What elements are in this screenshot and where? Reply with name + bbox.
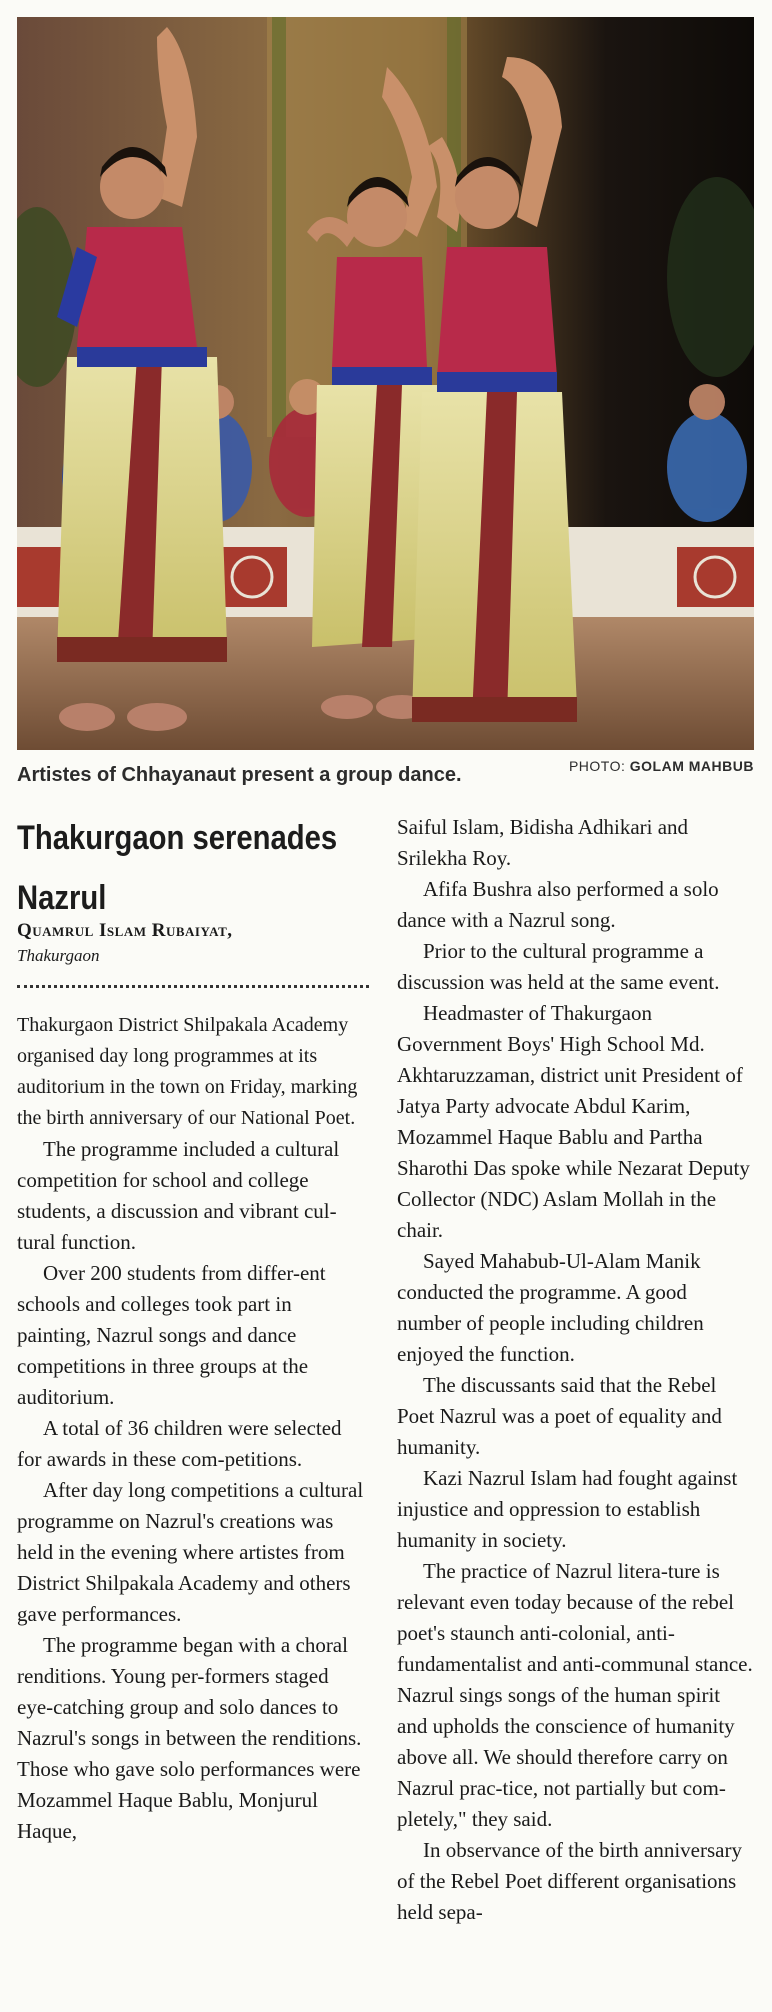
paragraph: After day long competitions a cultural programme on Nazrul's creations was held in the evening where artistes from District Shilpakala Academy and others gave performances.: [17, 1478, 364, 1626]
dateline: Thakurgaon: [17, 946, 100, 965]
paragraph: In observance of the birth anniversary of the Rebel Poet different organisations held sepa-: [397, 1838, 742, 1924]
article-body-right: [397, 812, 754, 1928]
paragraph: Kazi Nazrul Islam had fought against injustice and oppression to establish humanity in society.: [397, 1466, 738, 1552]
paragraph: Saiful Islam, Bidisha Adhikari and Srilekha Roy.: [397, 815, 689, 870]
dance-photo-illustration: [17, 17, 754, 750]
paragraph: Prior to the cultural programme a discussion was held at the same event.: [397, 939, 720, 994]
photo-credit-label: PHOTO:: [568, 758, 626, 774]
paragraph: The practice of Nazrul litera-ture is relevant even today because of the rebel poet's staunch anti-colonial, anti-fundamentalist and anti-communal stance. Nazrul sings songs of the human spirit and upholds the conscience of humanity above all. We should therefore carry on Nazrul prac-tice, not partially but com-pletely," they said.: [397, 1559, 753, 1831]
paragraph: Over 200 students from differ-ent schools and colleges took part in painting, Nazrul songs and dance competitions in three groups at the auditorium.: [17, 1261, 326, 1409]
photo-caption-bar: [17, 758, 754, 788]
paragraph: Thakurgaon District Shilpakala Academy organised day long programmes at its auditorium in the town on Friday, marking the birth anniversary of our National Poet.: [17, 1014, 358, 1129]
article-headline: [17, 808, 338, 928]
paragraph: The programme began with a choral renditions. Young per-formers staged eye-catching group and solo dances to Nazrul's songs in between the renditions. Those who gave solo performances were Mozammel Haque Bablu, Monjurul Haque,: [17, 1633, 362, 1843]
paragraph: The programme included a cultural competition for school and college students, a discussion and vibrant cul-tural function.: [17, 1137, 340, 1254]
photo-credit: [569, 758, 754, 774]
headline-line-2: Nazrul: [17, 879, 107, 917]
paragraph: The discussants said that the Rebel Poet Nazrul was a poet of equality and humanity.: [397, 1373, 722, 1459]
paragraph: Afifa Bushra also performed a solo dance with a Nazrul song.: [397, 877, 719, 932]
dance-photo: [17, 17, 754, 750]
paragraph: Headmaster of Thakurgaon Government Boys' High School Md. Akhtaruzzaman, district unit President of Jatya Party advocate Abdul Karim, Mozammel Haque Bablu and Partha Sharothi Das spoke while Nezarat Deputy Collector (NDC) Aslam Mollah in the chair.: [397, 1001, 750, 1242]
byline: Quamrul Islam Rubaiyat,: [17, 920, 233, 941]
photo-caption: Artistes of Chhayanaut present a group dance.: [17, 764, 462, 786]
paragraph: A total of 36 children were selected for awards in these com-petitions.: [17, 1416, 342, 1471]
dotted-divider: [17, 985, 369, 988]
article-body-left: [17, 1010, 369, 1847]
photo-credit-name: GOLAM MAHBUB: [629, 758, 754, 774]
paragraph: Sayed Mahabub-Ul-Alam Manik conducted the programme. A good number of people including children enjoyed the function.: [397, 1249, 704, 1366]
headline-line-1: Thakurgaon serenades: [17, 819, 338, 857]
